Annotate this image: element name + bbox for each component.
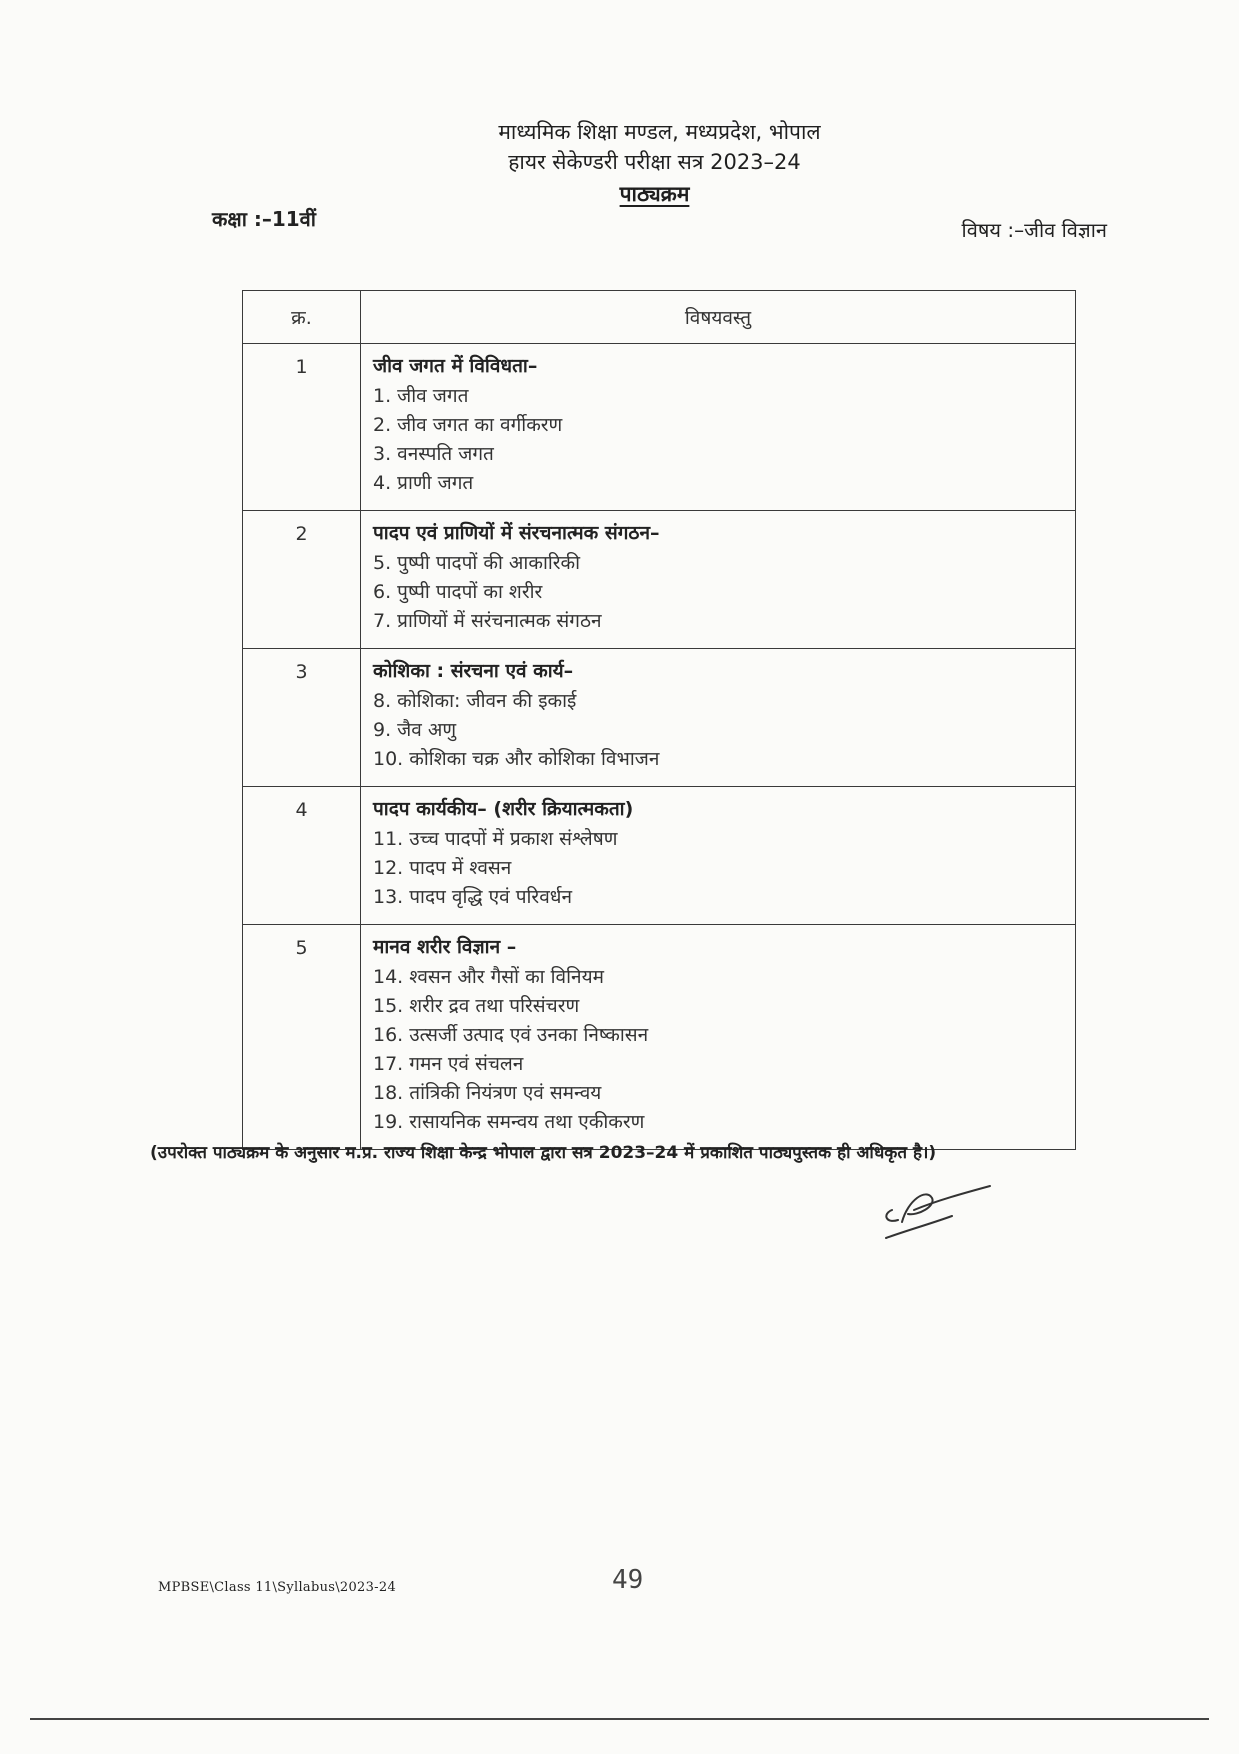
unit-title: मानव शरीर विज्ञान –: [373, 936, 517, 958]
page-number: 49: [612, 1565, 644, 1595]
table-header-row: [243, 291, 1076, 344]
unit-content: [361, 925, 1076, 1150]
unit-serial: 3: [243, 649, 361, 787]
topic-item: 10. कोशिका चक्र और कोशिका विभाजन: [373, 748, 660, 770]
bottom-divider: [30, 1718, 1209, 1720]
topic-item: 7. प्राणियों में सरंचनात्मक संगठन: [373, 610, 602, 632]
topic-item: 11. उच्च पादपों में प्रकाश संश्लेषण: [373, 828, 618, 850]
footer-file-path: MPBSE\Class 11\Syllabus\2023-24: [158, 1580, 397, 1595]
class-label: कक्षा :–11वीं: [212, 207, 316, 231]
unit-serial: 5: [243, 925, 361, 1150]
unit-content: [361, 511, 1076, 649]
table-row: [243, 649, 1076, 787]
topic-item: 6. पुष्पी पादपों का शरीर: [373, 581, 543, 603]
topic-item: 8. कोशिका: जीवन की इकाई: [373, 690, 577, 712]
unit-content: [361, 344, 1076, 511]
exam-session: हायर सेकेण्डरी परीक्षा सत्र 2023–24: [508, 150, 801, 174]
topic-item: 4. प्राणी जगत: [373, 472, 474, 494]
column-header-serial: क्र.: [243, 291, 361, 344]
document-title: पाठ्यक्रम: [619, 182, 690, 206]
topic-item: 9. जैव अणु: [373, 719, 457, 741]
signature-mark: [878, 1180, 998, 1250]
subject-label: विषय :–जीव विज्ञान: [961, 218, 1107, 242]
unit-title: पादप एवं प्राणियों में संरचनात्मक संगठन–: [373, 522, 660, 544]
column-header-content: विषयवस्तु: [361, 291, 1076, 344]
topic-item: 18. तांत्रिकी नियंत्रण एवं समन्वय: [373, 1082, 602, 1104]
topic-item: 14. श्वसन और गैसों का विनियम: [373, 966, 604, 988]
topic-item: 5. पुष्पी पादपों की आकारिकी: [373, 552, 581, 574]
table-row: [243, 511, 1076, 649]
topic-item: 3. वनस्पति जगत: [373, 443, 494, 465]
board-name: माध्यमिक शिक्षा मण्डल, मध्यप्रदेश, भोपाल: [498, 120, 821, 144]
unit-content: [361, 649, 1076, 787]
topic-item: 17. गमन एवं संचलन: [373, 1053, 524, 1075]
topic-item: 2. जीव जगत का वर्गीकरण: [373, 414, 563, 436]
table-row: [243, 925, 1076, 1150]
topic-item: 12. पादप में श्वसन: [373, 857, 512, 879]
table-row: [243, 787, 1076, 925]
unit-title: जीव जगत में विविधता–: [373, 355, 538, 377]
unit-serial: 1: [243, 344, 361, 511]
syllabus-table: [242, 290, 1076, 1150]
unit-serial: 4: [243, 787, 361, 925]
table-row: [243, 344, 1076, 511]
topic-item: 16. उत्सर्जी उत्पाद एवं उनका निष्कासन: [373, 1024, 649, 1046]
topic-item: 19. रासायनिक समन्वय तथा एकीकरण: [373, 1111, 645, 1133]
topic-item: 13. पादप वृद्धि एवं परिवर्धन: [373, 886, 572, 908]
topic-item: 1. जीव जगत: [373, 385, 469, 407]
unit-title: पादप कार्यकीय– (शरीर क्रियात्मकता): [373, 798, 634, 820]
unit-content: [361, 787, 1076, 925]
unit-title: कोशिका : संरचना एवं कार्य–: [373, 660, 574, 682]
topic-item: 15. शरीर द्रव तथा परिसंचरण: [373, 995, 580, 1017]
unit-serial: 2: [243, 511, 361, 649]
authorization-note: (उपरोक्त पाठ्यक्रम के अनुसार म.प्र. राज्य शिक्षा केन्द्र भोपाल द्वारा सत्र 2023–24 में प्रकाशित पाठ्यपुस्तक ही अधिकृत है।): [150, 1143, 937, 1163]
